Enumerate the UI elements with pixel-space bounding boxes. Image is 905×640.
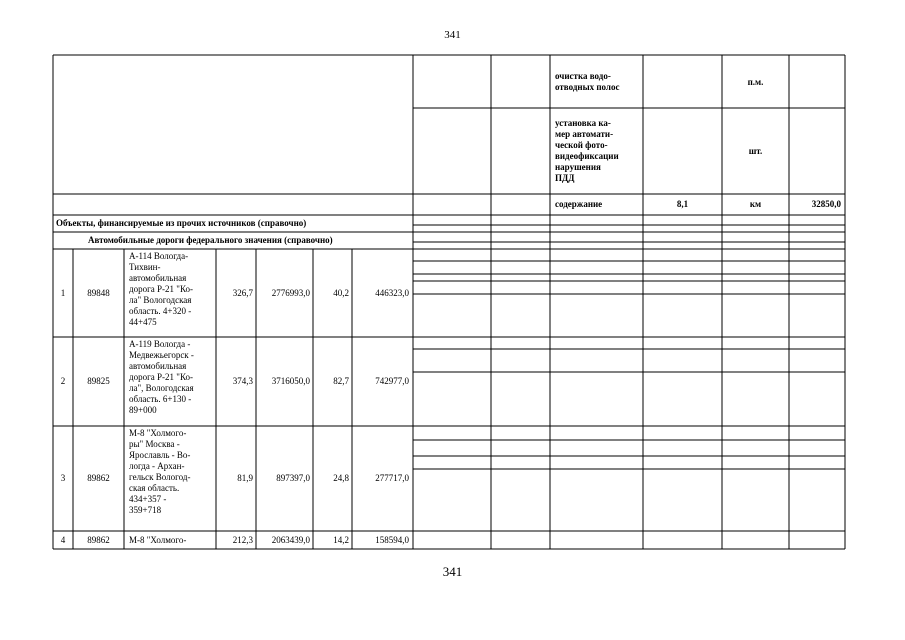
row-cost: 897397,0 bbox=[276, 473, 310, 483]
unit-km: км bbox=[749, 199, 762, 209]
work-cleaning-drainage: очистка водо- отводных полос bbox=[555, 71, 620, 92]
row-cost: 2776993,0 bbox=[271, 287, 310, 298]
row-amount: 158594,0 bbox=[375, 534, 409, 545]
work-maintenance: содержание bbox=[555, 199, 603, 209]
page-number-top: 341 bbox=[444, 29, 461, 41]
row-amount: 742977,0 bbox=[375, 376, 409, 386]
row-cost: 3716050,0 bbox=[271, 376, 310, 386]
maintenance-value: 8,1 bbox=[676, 199, 689, 209]
maintenance-cost: 32850,0 bbox=[811, 199, 841, 209]
unit-pieces: шт. bbox=[748, 145, 763, 156]
row-code: 89862 bbox=[87, 473, 110, 483]
row-code: 89848 bbox=[87, 287, 110, 298]
section-header-other-sources: Объекты, финансируемые из прочих источников (справочно) bbox=[56, 218, 307, 228]
row-length: 374,3 bbox=[232, 376, 253, 386]
work-camera-installation: установка ка- мер автомати- ческой фото- видеофиксации нарушения ПДД bbox=[555, 118, 619, 183]
row-length: 81,9 bbox=[237, 473, 253, 483]
row-number: 1 bbox=[60, 287, 66, 298]
page-number-bottom: 341 bbox=[442, 564, 463, 579]
row-road-name: А-119 Вологда - Медвежьегорск - автомобильная дорога Р-21 "Ко- ла", Вологодская область. 6+130 - 89+000 bbox=[129, 339, 194, 415]
row-code: 89825 bbox=[87, 376, 110, 386]
row-amount: 446323,0 bbox=[375, 287, 409, 298]
row-percent: 24,8 bbox=[333, 473, 349, 483]
row-percent: 14,2 bbox=[333, 534, 349, 545]
subsection-header-federal-roads: Автомобильные дороги федерального значения (справочно) bbox=[88, 235, 333, 245]
row-code: 89862 bbox=[87, 534, 110, 545]
row-road-name: М-8 "Холмого- bbox=[129, 534, 187, 545]
row-length: 212,3 bbox=[232, 534, 253, 545]
row-cost: 2063439,0 bbox=[271, 534, 310, 545]
row-percent: 82,7 bbox=[333, 376, 349, 386]
row-road-name: А-114 Вологда- Тихвин- автомобильная дорога Р-21 "Ко- ла" Вологодская область. 4+320 - 44+475 bbox=[129, 251, 193, 327]
row-number: 4 bbox=[60, 534, 66, 545]
row-percent: 40,2 bbox=[333, 287, 349, 298]
row-number: 3 bbox=[60, 473, 66, 483]
row-number: 2 bbox=[60, 376, 66, 386]
row-road-name: М-8 "Холмого- ры" Москва - Ярославль - Во- логда - Архан- гельск Вологод- ская область. 434+357 - 359+718 bbox=[129, 428, 191, 515]
row-amount: 277717,0 bbox=[375, 473, 409, 483]
unit-linear-meters: п.м. bbox=[747, 76, 764, 87]
row-length: 326,7 bbox=[232, 287, 253, 298]
